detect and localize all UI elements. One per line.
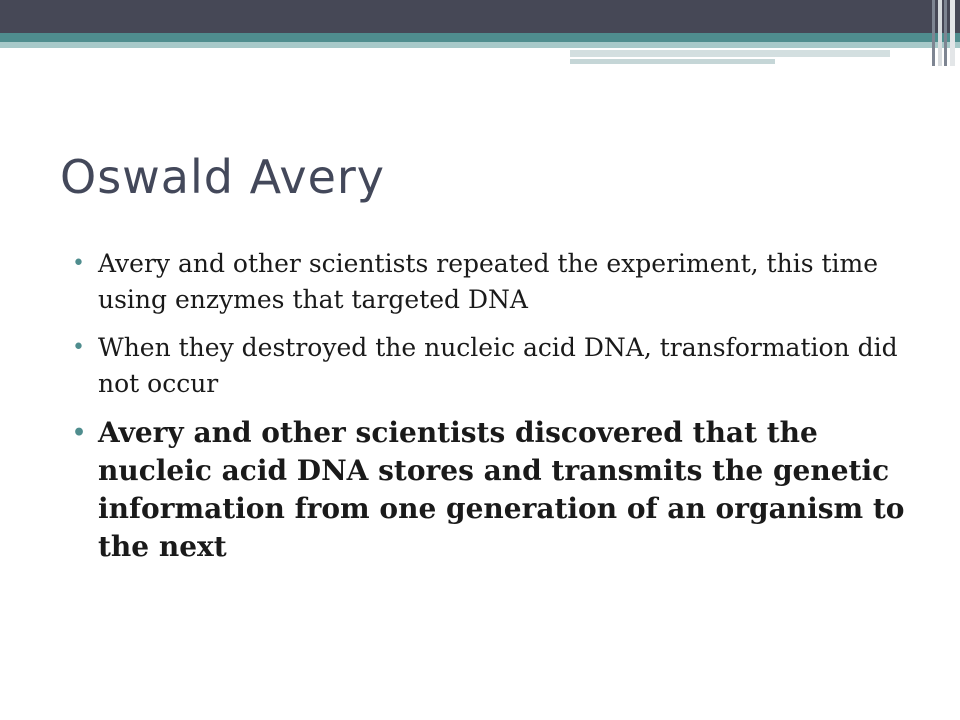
bullet-item: [72, 246, 932, 318]
header-bar-dark: [0, 0, 960, 33]
slide-title: Oswald Avery: [60, 150, 386, 204]
bullet-item: [72, 330, 932, 402]
corner-stripe-4: [950, 0, 955, 66]
header-bar-teal: [0, 33, 960, 42]
bullet-item-emphasized: [72, 414, 932, 566]
header-accent-line-1: [570, 50, 890, 57]
bullet-marker: •: [72, 335, 85, 360]
bullet-list: [72, 246, 932, 578]
corner-stripe-3: [944, 0, 947, 66]
corner-stripe-2: [938, 0, 942, 66]
bullet-marker: •: [72, 420, 87, 446]
bullet-marker: •: [72, 251, 85, 276]
corner-stripe-1: [932, 0, 935, 66]
bullet-text: Avery and other scientists discovered that the nucleic acid DNA stores and transmits the genetic information from one generation of an organism to the next: [98, 416, 905, 563]
bullet-text: Avery and other scientists repeated the experiment, this time using enzymes that targeted DNA: [98, 249, 879, 314]
bullet-text: When they destroyed the nucleic acid DNA, transformation did not occur: [98, 333, 898, 398]
header-accent-line-2: [570, 59, 775, 64]
header-bar-teal-light: [0, 42, 960, 48]
